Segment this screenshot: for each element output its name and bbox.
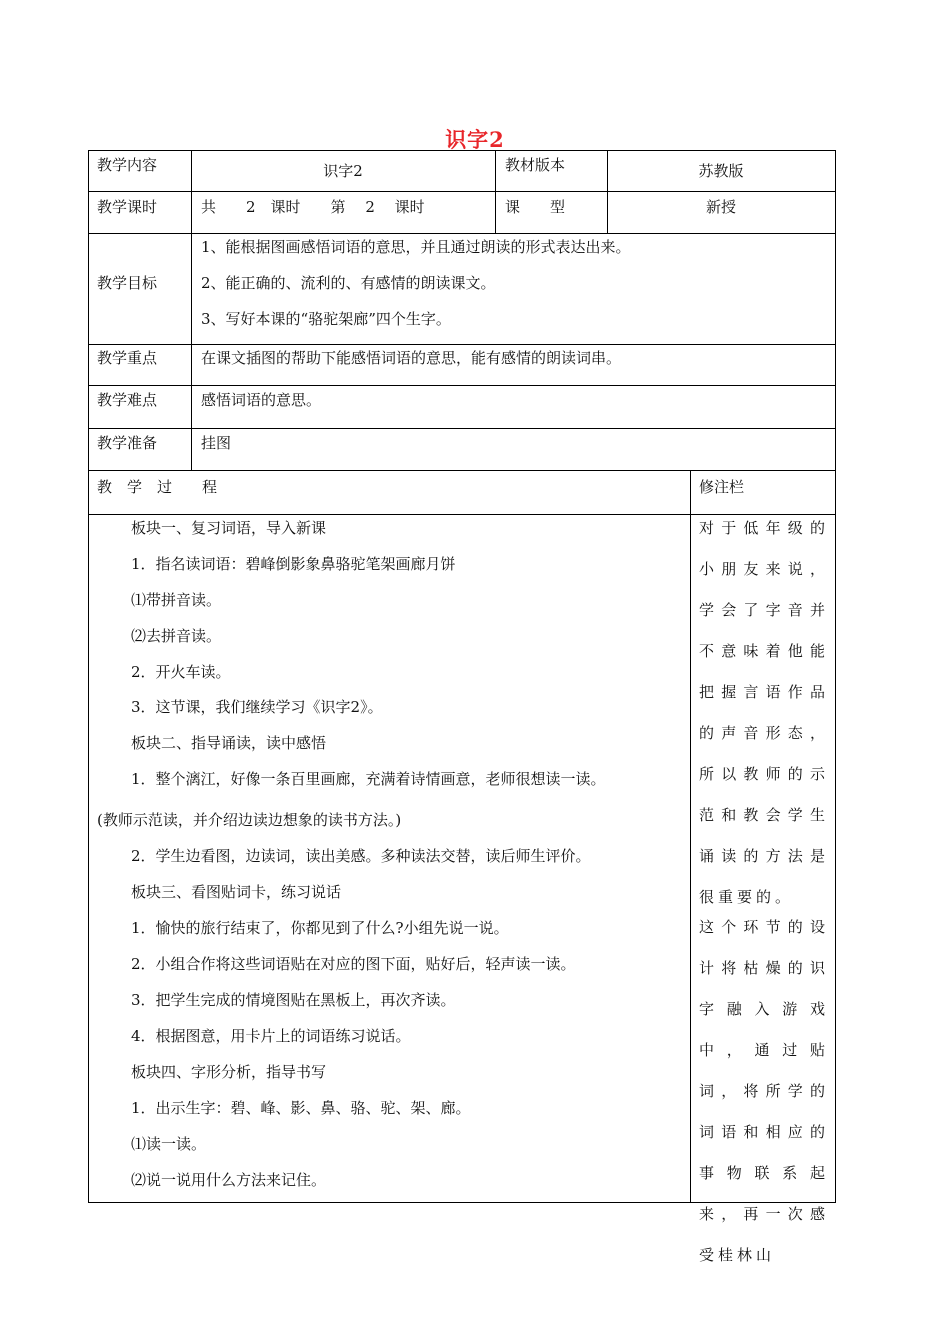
prep-label: 教学准备 bbox=[97, 434, 158, 452]
process-line: 2．学生边看图，边读词，读出美感。多种读法交替，读后师生评价。 bbox=[131, 847, 591, 865]
goal-item: 2、能正确的、流利的、有感情的朗读课文。 bbox=[201, 274, 496, 292]
col-divider bbox=[690, 470, 691, 1202]
process-line: 4．根据图意，用卡片上的词语练习说话。 bbox=[131, 1027, 411, 1045]
key-label: 教学重点 bbox=[97, 349, 158, 367]
row-divider bbox=[89, 428, 835, 429]
difficulty-label: 教学难点 bbox=[97, 391, 158, 409]
process-line: ⑵说一说用什么方法来记住。 bbox=[131, 1171, 327, 1189]
goals-label: 教学目标 bbox=[97, 274, 158, 292]
goal-item: 1、能根据图画感悟词语的意思，并且通过朗读的形式表达出来。 bbox=[201, 238, 631, 256]
note-text: 对于低年级的小朋友来说，学会了字音并不意味着他能把握言语作品的声音形态，所以教师的示范和教会学生诵读的方法是很重要的。 bbox=[699, 519, 829, 906]
lesson-plan-table bbox=[88, 150, 836, 1264]
process-line: 2．小组合作将这些词语贴在对应的图下面，贴好后，轻声读一读。 bbox=[131, 955, 576, 973]
row-divider bbox=[89, 470, 835, 471]
page-title: 识字2 bbox=[445, 127, 505, 152]
process-line: ⑴读一读。 bbox=[131, 1135, 207, 1153]
process-line: 1．出示生字：碧、峰、影、鼻、骆、驼、架、廊。 bbox=[131, 1099, 471, 1117]
type-value: 新授 bbox=[705, 198, 736, 216]
key-value: 在课文插图的帮助下能感悟词语的意思，能有感情的朗读词串。 bbox=[201, 349, 622, 367]
hours-label: 教学课时 bbox=[97, 198, 158, 216]
content-label: 教学内容 bbox=[97, 156, 158, 174]
prep-value: 挂图 bbox=[201, 434, 232, 452]
process-heading: 板块二、指导诵读，读中感悟 bbox=[131, 734, 327, 752]
type-label: 课 型 bbox=[505, 198, 566, 216]
col-divider bbox=[495, 151, 496, 233]
process-heading: 板块一、复习词语，导入新课 bbox=[131, 519, 327, 537]
process-line: 3．把学生完成的情境图贴在黑板上，再次齐读。 bbox=[131, 991, 456, 1009]
process-heading: 板块三、看图贴词卡，练习说话 bbox=[131, 883, 342, 901]
goal-item: 3、写好本课的“骆驼架廊”四个生字。 bbox=[201, 310, 451, 328]
process-label: 教 学 过 程 bbox=[97, 478, 218, 496]
row-divider bbox=[89, 385, 835, 386]
hours-value: 共 2 课时 第 2 课时 bbox=[201, 198, 425, 216]
process-line: 1．整个漓江，好像一条百里画廊，充满着诗情画意，老师很想读一读。 bbox=[131, 770, 606, 788]
process-line: ⑵去拼音读。 bbox=[131, 627, 222, 645]
edition-value: 苏教版 bbox=[698, 162, 744, 180]
process-line: ⑴带拼音读。 bbox=[131, 591, 222, 609]
col-divider bbox=[191, 151, 192, 470]
note-text: 这个环节的设计将枯燥的识字融入游戏中，通过贴词，将所学的词语和相应的事物联系起来，再一次感受桂林山 bbox=[699, 918, 829, 1264]
row-divider bbox=[89, 191, 835, 192]
process-line: 1．愉快的旅行结束了，你都见到了什么?小组先说一说。 bbox=[131, 919, 509, 937]
content-value: 识字2 bbox=[323, 162, 363, 180]
process-line: 2．开火车读。 bbox=[131, 663, 231, 681]
process-line: 3．这节课，我们继续学习《识字2》。 bbox=[131, 698, 383, 716]
notes-label: 修注栏 bbox=[699, 478, 745, 496]
edition-label: 教材版本 bbox=[505, 156, 566, 174]
process-line: (教师示范读，并介绍边读边想象的读书方法。) bbox=[97, 811, 402, 829]
process-line: 1．指名读词语：碧峰倒影象鼻骆驼笔架画廊月饼 bbox=[131, 555, 456, 573]
row-divider bbox=[89, 344, 835, 345]
process-heading: 板块四、字形分析，指导书写 bbox=[131, 1063, 327, 1081]
difficulty-value: 感悟词语的意思。 bbox=[201, 391, 322, 409]
row-divider bbox=[89, 233, 835, 234]
